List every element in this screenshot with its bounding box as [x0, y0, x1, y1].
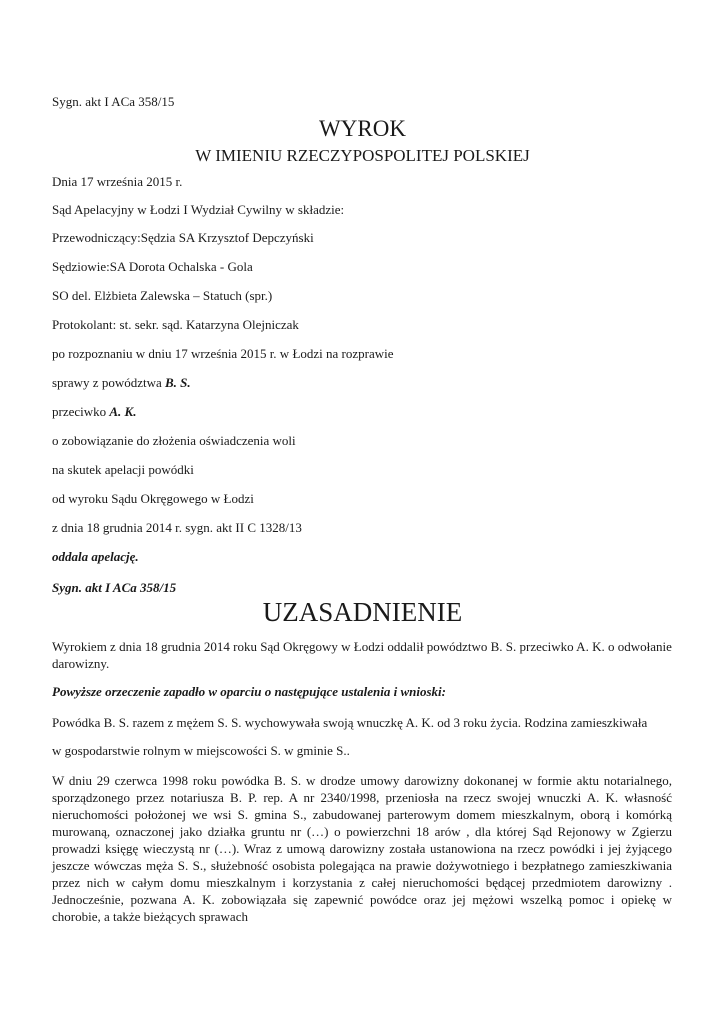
case-prefix: sprawy z powództwa: [52, 375, 165, 390]
judges-line: Sędziowie:SA Dorota Ochalska - Gola: [52, 259, 253, 274]
case-number-second: Sygn. akt I ACa 358/15: [52, 580, 177, 595]
judge2-line: SO del. Elżbieta Zalewska – Statuch (spr.): [52, 288, 273, 303]
case-number-top: Sygn. akt I ACa 358/15: [52, 94, 175, 109]
plaintiff-name: B. S.: [165, 375, 191, 390]
defendant-name: A. K.: [109, 404, 137, 419]
paragraph-4-text: W dniu 29 czerwca 1998 roku powódka B. S. w drodze umowy darowizny dokonanej w formie aktu notarialnego, sporządzonego przez notariusza B. P. rep. A nr 2340/1998, przeniosła na rzecz swojej wnuczki A. K. własność nieruchomości położonej we wsi S. gmina S., zabudowanej parterowym domem mieszkalnym, oborą i komórką murowaną, oznaczonej jako działka gruntu nr (…) o powierzchni 18 arów , dla której Sąd Rejonowy w Zgierzu prowadzi księgę wieczystą nr (…). Wraz z umową darowizny została ustanowiona na rzecz powódki i jej żyjącego jeszcze wówczas męża S. S., służebność osobista polegająca na prawie dożywotniego i bezpłatnego zamieszkiwania przez nich w całym domu mieszkalnym i korzystania z całej nieruchomości będącej przedmiotem darowizny . Jednocześnie, pozwana A. K. zobowiązała się zapewnić powódce oraz jej mężowi wszelką pomoc i opiekę w chorobie, a także bieżących sprawach: [52, 773, 672, 924]
ruling: oddala apelację.: [52, 549, 139, 564]
justification-title: UZASADNIENIE: [262, 597, 463, 627]
against-prefix: przeciwko: [52, 404, 110, 419]
date-line: Dnia 17 września 2015 r.: [52, 174, 183, 189]
paragraph-2: Powódka B. S. razem z mężem S. S. wychowywała swoją wnuczkę A. K. od 3 roku życia. Rodzina zamieszkiwała: [52, 715, 648, 730]
appeal-line: na skutek apelacji powódki: [52, 462, 194, 477]
paragraph-4: [52, 772, 672, 925]
paragraph-1-text: Wyrokiem z dnia 18 grudnia 2014 roku Sąd Okręgowy w Łodzi oddalił powództwo B. S. przeciwko A. K. o odwołanie darowizny.: [52, 639, 672, 671]
paragraph-3: w gospodarstwie rolnym w miejscowości S. w gminie S..: [52, 743, 350, 758]
lower-date-line: z dnia 18 grudnia 2014 r. sygn. akt II C 1328/13: [52, 520, 302, 535]
from-line: od wyroku Sądu Okręgowego w Łodzi: [52, 491, 254, 506]
against-line: [52, 403, 136, 420]
paragraph-1: [52, 638, 672, 672]
hearing-line: po rozpoznaniu w dniu 17 września 2015 r. w Łodzi na rozprawie: [52, 346, 394, 361]
clerk-line: Protokolant: st. sekr. sąd. Katarzyna Olejniczak: [52, 317, 299, 332]
chair-line: Przewodniczący:Sędzia SA Krzysztof Depczyński: [52, 230, 314, 245]
facts-heading: Powyższe orzeczenie zapadło w oparciu o następujące ustalenia i wnioski:: [52, 684, 446, 699]
judgment-title: WYROK: [319, 116, 406, 141]
judgment-subtitle: W IMIENIU RZECZYPOSPOLITEJ POLSKIEJ: [195, 146, 530, 165]
subject-line: o zobowiązanie do złożenia oświadczenia woli: [52, 433, 296, 448]
court-line: Sąd Apelacyjny w Łodzi I Wydział Cywilny w składzie:: [52, 202, 345, 217]
case-line: [52, 374, 191, 391]
